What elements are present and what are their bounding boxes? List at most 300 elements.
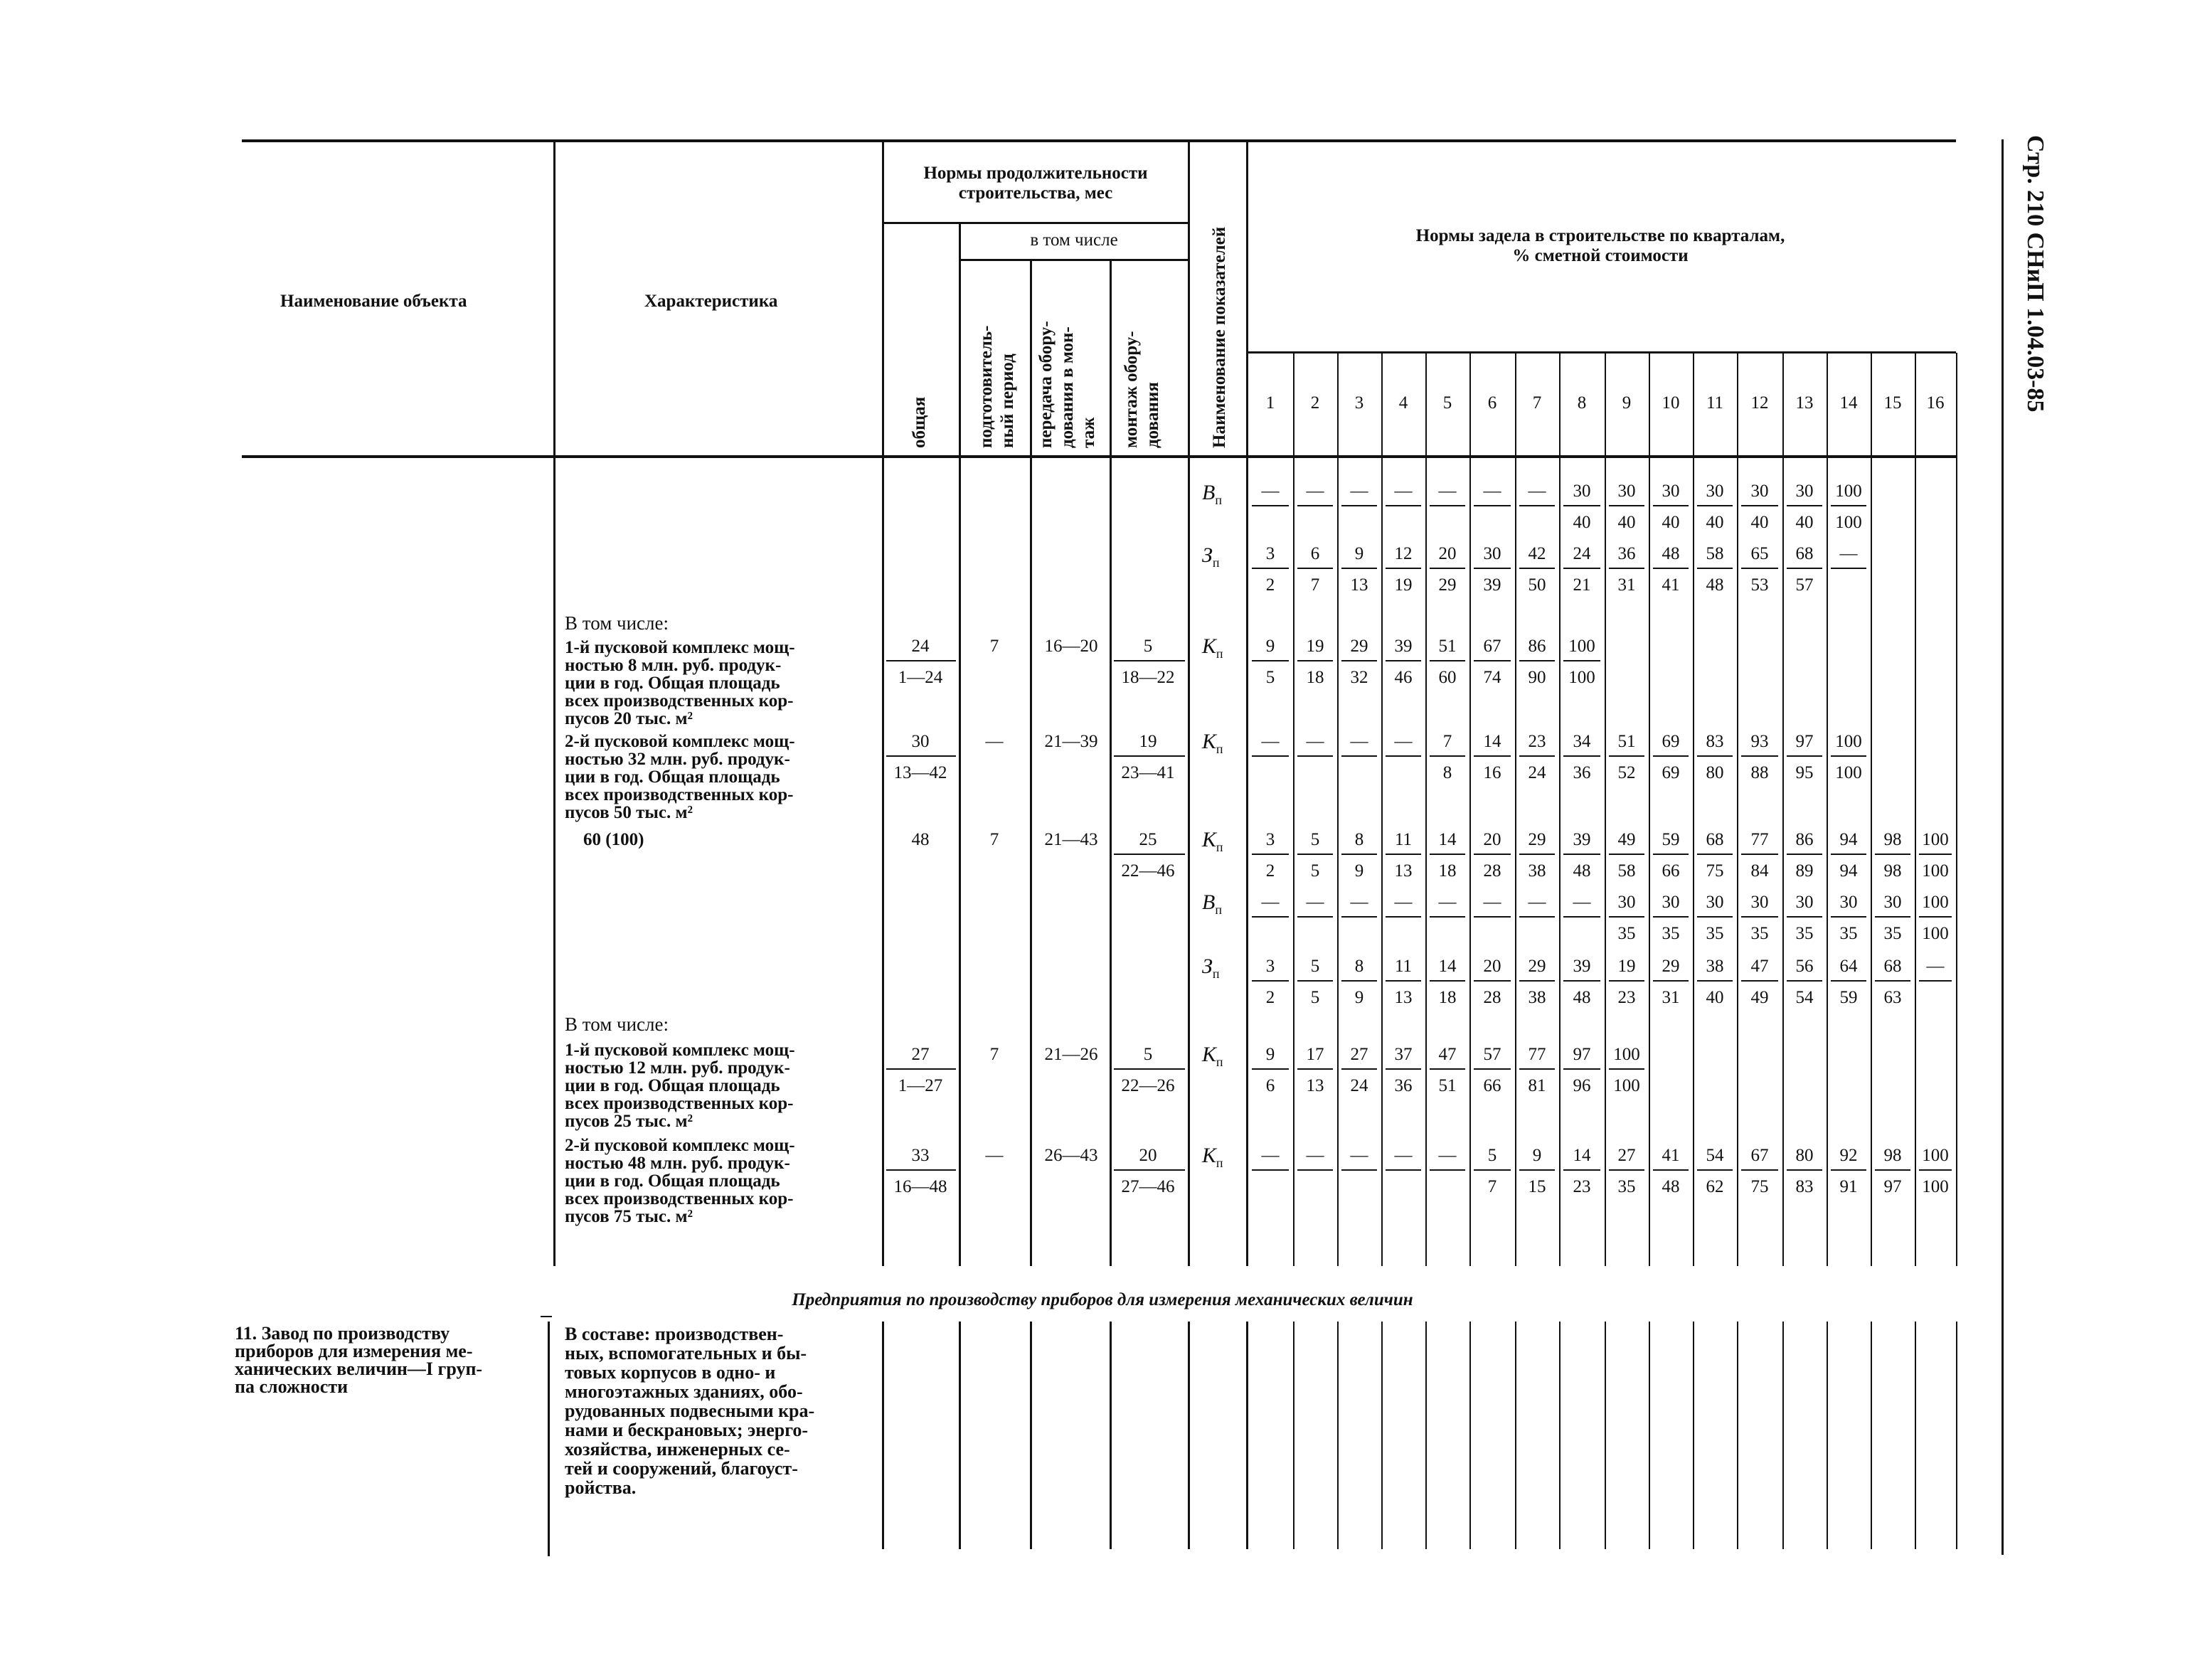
s1c1-top-q8: 100	[1568, 637, 1595, 656]
fraction-rule	[1519, 755, 1555, 757]
fraction-rule	[1609, 1068, 1644, 1070]
fraction-rule	[1563, 1169, 1600, 1171]
fraction-rule	[1252, 1068, 1289, 1070]
s2c1-kp-indicator: $К_п$	[1202, 1043, 1223, 1069]
s2c2-install-rule	[1114, 1169, 1185, 1171]
s2c1-bot-q1: 6	[1265, 1076, 1275, 1095]
s2-vp-top-q2: —	[1306, 893, 1324, 912]
s2-complex2-text: 2-й пусковой комплекс мощ- ностью 48 млн. руб. продук- ции в год. Общая площадь всех производственных кор- пусов 75 тыс. м²	[565, 1136, 795, 1226]
col-rule	[1188, 142, 1190, 1266]
s2c2-top-q5: —	[1438, 1146, 1457, 1165]
s2-kp-indicator-subscript: п	[1216, 840, 1223, 854]
s1c2-top-q14: 100	[1835, 732, 1862, 751]
s2-zp-indicator: $З_п$	[1202, 955, 1220, 981]
s2-zp-top-q2: 5	[1310, 957, 1320, 976]
fraction-rule	[1430, 1068, 1465, 1070]
s2-kp-top-q4: 11	[1394, 830, 1413, 849]
quarter-col-rule	[1956, 1322, 1957, 1549]
fraction-rule	[1519, 916, 1555, 918]
subheader-rule-2	[959, 259, 1188, 261]
s2c1-install-bot: 22—26	[1121, 1076, 1175, 1095]
fraction-rule	[1697, 1169, 1733, 1171]
s2c2-install-top: 20	[1139, 1146, 1157, 1165]
s2-zp-top-q1: 3	[1265, 957, 1275, 976]
s2c2-bot-q6: 7	[1487, 1177, 1497, 1196]
fraction-rule	[1341, 1068, 1377, 1070]
fraction-rule	[1252, 660, 1289, 661]
s2c1-bot-q8: 96	[1573, 1076, 1591, 1095]
s1c2-bot-q13: 95	[1795, 763, 1814, 782]
s2c1-bot-q2: 13	[1306, 1076, 1324, 1095]
header-equipment-install: монтаж обору- дования	[1122, 331, 1162, 448]
quarter-col-rule	[1337, 1322, 1339, 1549]
header-backlog-norms: Нормы задела в строительстве по кварталам, % сметной стоимости	[1415, 226, 1785, 265]
s1-zp-top-q11: 58	[1706, 544, 1724, 563]
item11-col-rule	[548, 1322, 550, 1556]
s2-zp-top-q6: 20	[1483, 957, 1501, 976]
s1-zp-indicator: $З_п$	[1202, 543, 1220, 570]
s2c2-bot-q13: 83	[1795, 1177, 1814, 1196]
s1-zp-top-q1: 3	[1265, 544, 1275, 563]
s1-zp-top-q14: —	[1839, 544, 1858, 563]
s1c2-total-bot: 13—42	[893, 763, 947, 782]
s2c2-total-top: 33	[911, 1146, 930, 1165]
quarter-col-rule	[1469, 1322, 1471, 1549]
fraction-rule	[1430, 916, 1465, 918]
s1-complex1-text: 1-й пусковой комплекс мощ- ностью 8 млн. руб. продук- ции в год. Общая площадь всех производственных кор- пусов 20 тыс. м²	[565, 638, 795, 728]
s2c1-top-q2: 17	[1306, 1045, 1324, 1064]
header-bottom-rule	[242, 455, 1956, 458]
s1-vp-top-q10: 30	[1662, 482, 1680, 501]
s1-including: В том числе:	[565, 612, 669, 634]
fraction-rule	[1386, 660, 1421, 661]
s2-kp-top-q7: 29	[1528, 830, 1546, 849]
quarter-header-1: 1	[1265, 393, 1275, 413]
s1-zp-bot-q13: 57	[1795, 575, 1814, 595]
s2-kp-bot-q16: 100	[1922, 861, 1949, 881]
s1-zp-bot-q10: 41	[1662, 575, 1680, 595]
item11-col-rule	[1246, 1322, 1248, 1549]
s2c2-prep: —	[985, 1146, 1004, 1165]
s2-vp-bot-q13: 35	[1795, 924, 1814, 943]
s2c2-top-q8: 14	[1573, 1146, 1591, 1165]
s1c1-total-bot: 1—24	[898, 668, 943, 687]
s2-kp-bot-q9: 58	[1617, 861, 1636, 881]
s1c2-top-q10: 69	[1662, 732, 1680, 751]
fraction-rule	[1252, 568, 1289, 569]
s1c1-bot-q3: 32	[1350, 668, 1368, 687]
s1c2-bot-q8: 36	[1573, 763, 1591, 782]
s1-vp-top-q12: 30	[1750, 482, 1769, 501]
s2c1-bot-q3: 24	[1350, 1076, 1368, 1095]
header-including: в том числе	[1030, 230, 1118, 250]
s2-install-bot: 22—46	[1121, 861, 1175, 881]
s1c2-top-q9: 51	[1617, 732, 1636, 751]
fraction-rule	[1341, 854, 1377, 855]
fraction-rule	[1430, 505, 1465, 506]
fraction-rule	[1697, 568, 1733, 569]
s2c2-top-q16: 100	[1922, 1146, 1949, 1165]
s1c2-top-q13: 97	[1795, 732, 1814, 751]
header-object-name: Наименование объекта	[280, 292, 467, 311]
s1-zp-top-q7: 42	[1528, 544, 1546, 563]
fraction-rule	[1875, 854, 1910, 855]
s2c1-total-bot: 1—27	[898, 1076, 943, 1095]
fraction-rule	[1875, 916, 1910, 918]
s1-zp-top-q12: 65	[1750, 544, 1769, 563]
s2c2-top-q13: 80	[1795, 1146, 1814, 1165]
quarter-header-6: 6	[1487, 393, 1497, 413]
fraction-rule	[1341, 660, 1377, 661]
s2-vp-indicator-subscript: п	[1215, 903, 1222, 917]
s2c2-bot-q12: 75	[1750, 1177, 1769, 1196]
s2-vp-bot-q11: 35	[1706, 924, 1724, 943]
fraction-rule	[1563, 980, 1600, 982]
s2c2-top-q9: 27	[1617, 1146, 1636, 1165]
s1-zp-bot-q5: 29	[1438, 575, 1457, 595]
s1c2-top-q8: 34	[1573, 732, 1591, 751]
fraction-rule	[1474, 854, 1511, 855]
quarter-col-rule	[1337, 353, 1339, 1266]
quarter-col-rule	[1605, 1322, 1606, 1549]
fraction-rule	[1252, 916, 1289, 918]
s1c2-prep: —	[985, 732, 1004, 751]
fraction-rule	[1653, 755, 1689, 757]
s1-zp-bot-q6: 39	[1483, 575, 1501, 595]
s1c2-install-bot: 23—41	[1121, 763, 1175, 782]
s2-zp-top-q14: 64	[1839, 957, 1858, 976]
quarter-header-16: 16	[1926, 393, 1945, 413]
s1-vp-top-q5: —	[1438, 482, 1457, 501]
quarter-header-10: 10	[1662, 393, 1680, 413]
fraction-rule	[1831, 755, 1866, 757]
s1c1-prep: 7	[989, 637, 999, 656]
fraction-rule	[1831, 505, 1866, 506]
quarter-header-2: 2	[1310, 393, 1320, 413]
quarter-col-rule	[1737, 353, 1738, 1266]
s2-kp-top-q1: 3	[1265, 830, 1275, 849]
s1c1-top-q1: 9	[1265, 637, 1275, 656]
s2-kp-bot-q13: 89	[1795, 861, 1814, 881]
s1c2-bot-q9: 52	[1617, 763, 1636, 782]
s1-complex2-text: 2-й пусковой комплекс мощ- ностью 32 млн. руб. продук- ции в год. Общая площадь всех производственных кор- пусов 50 тыс. м²	[565, 732, 795, 822]
quarter-header-14: 14	[1839, 393, 1858, 413]
s1c2-top-q11: 83	[1706, 732, 1724, 751]
s2-vp-top-q11: 30	[1706, 893, 1724, 912]
quarter-col-rule	[1559, 353, 1561, 1266]
quarter-col-rule	[1871, 353, 1872, 1266]
s2-install-top: 25	[1139, 830, 1157, 849]
s1-zp-top-q8: 24	[1573, 544, 1591, 563]
fraction-rule	[1341, 755, 1377, 757]
s2c1-top-q8: 97	[1573, 1045, 1591, 1064]
s2-prep: 7	[989, 830, 999, 849]
s2c1-top-q3: 27	[1350, 1045, 1368, 1064]
s1-zp-bot-q1: 2	[1265, 575, 1275, 595]
item11-col-rule	[1110, 1322, 1112, 1549]
s1c1-top-q6: 67	[1483, 637, 1501, 656]
quarter-header-13: 13	[1795, 393, 1814, 413]
header-characteristic: Характеристика	[644, 292, 778, 311]
s2-zp-bot-q3: 9	[1354, 988, 1364, 1007]
item11-col-rule	[959, 1322, 961, 1549]
s2-zp-indicator-subscript: п	[1212, 967, 1220, 981]
s1c1-bot-q1: 5	[1265, 668, 1275, 687]
fraction-rule	[1919, 854, 1952, 855]
fraction-rule	[1297, 1068, 1333, 1070]
fraction-rule	[1386, 505, 1421, 506]
s1-vp-top-q14: 100	[1835, 482, 1862, 501]
fraction-rule	[1252, 980, 1289, 982]
s2-vp-top-q14: 30	[1839, 893, 1858, 912]
s1-vp-top-q2: —	[1306, 482, 1324, 501]
s1c2-install-top: 19	[1139, 732, 1157, 751]
s2c1-bot-q6: 66	[1483, 1076, 1501, 1095]
fraction-rule	[1474, 755, 1511, 757]
s2c2-total-rule	[886, 1169, 956, 1171]
s2-zp-top-q11: 38	[1706, 957, 1724, 976]
s2-zp-bot-q14: 59	[1839, 988, 1858, 1007]
fraction-rule	[1697, 854, 1733, 855]
quarter-header-7: 7	[1532, 393, 1542, 413]
fraction-rule	[1697, 980, 1733, 982]
s2-kp-bot-q8: 48	[1573, 861, 1591, 881]
fraction-rule	[1519, 854, 1555, 855]
table-top-rule	[242, 139, 1956, 142]
s2c2-total-bot: 16—48	[893, 1177, 947, 1196]
s2-transfer: 21—43	[1044, 830, 1098, 849]
s2-zp-bot-q8: 48	[1573, 988, 1591, 1007]
col-rule	[553, 142, 555, 1266]
fraction-rule	[1430, 1169, 1465, 1171]
item11-rule	[541, 1316, 552, 1317]
fraction-rule	[1386, 568, 1421, 569]
s2-kp-top-q16: 100	[1922, 830, 1949, 849]
s1c2-kp-indicator: $К_п$	[1202, 730, 1223, 756]
col-rule	[959, 223, 961, 1266]
fraction-rule	[1474, 1169, 1511, 1171]
s1-vp-bot-q8: 40	[1573, 513, 1591, 532]
fraction-rule	[1741, 755, 1778, 757]
quarter-col-rule	[1693, 353, 1694, 1266]
s2-vp-top-q13: 30	[1795, 893, 1814, 912]
s1c2-total-rule	[886, 755, 956, 757]
s2-zp-bot-q1: 2	[1265, 988, 1275, 1007]
fraction-rule	[1386, 980, 1421, 982]
s1-zp-bot-q3: 13	[1350, 575, 1368, 595]
s1-zp-top-q6: 30	[1483, 544, 1501, 563]
s2-vp-bot-q9: 35	[1617, 924, 1636, 943]
s1c2-bot-q12: 88	[1750, 763, 1769, 782]
header-equipment-transfer: передача обору- дования в мон- таж	[1036, 321, 1098, 448]
fraction-rule	[1297, 980, 1333, 982]
s1c2-bot-q5: 8	[1442, 763, 1452, 782]
s2-kp-top-q11: 68	[1706, 830, 1724, 849]
s1c1-kp-indicator: $К_п$	[1202, 634, 1223, 661]
quarter-col-rule	[1559, 1322, 1561, 1549]
fraction-rule	[1563, 505, 1600, 506]
s2c2-kp-indicator: $К_п$	[1202, 1144, 1223, 1170]
fraction-rule	[1653, 568, 1689, 569]
s2-label: 60 (100)	[583, 830, 644, 849]
quarter-header-11: 11	[1706, 393, 1724, 413]
s2-vp-bot-q16: 100	[1922, 924, 1949, 943]
s1c1-top-q7: 86	[1528, 637, 1546, 656]
fraction-rule	[1474, 980, 1511, 982]
fraction-rule	[1430, 755, 1465, 757]
fraction-rule	[1297, 568, 1333, 569]
s2c1-transfer: 21—26	[1044, 1045, 1098, 1064]
s2c2-top-q6: 5	[1487, 1146, 1497, 1165]
fraction-rule	[1386, 755, 1421, 757]
fraction-rule	[1297, 755, 1333, 757]
s2-kp-top-q8: 39	[1573, 830, 1591, 849]
s1c1-bot-q7: 90	[1528, 668, 1546, 687]
s1c2-top-q5: 7	[1442, 732, 1452, 751]
fraction-rule	[1653, 505, 1689, 506]
s1c1-install-rule	[1114, 660, 1185, 661]
fraction-rule	[1252, 854, 1289, 855]
fraction-rule	[1609, 568, 1644, 569]
fraction-rule	[1252, 505, 1289, 506]
s2-vp-indicator: $В_п$	[1202, 890, 1222, 917]
s1-zp-top-q2: 6	[1310, 544, 1320, 563]
s2c1-bot-q7: 81	[1528, 1076, 1546, 1095]
s1-vp-top-q9: 30	[1617, 482, 1636, 501]
fraction-rule	[1252, 1169, 1289, 1171]
s1c1-bot-q2: 18	[1306, 668, 1324, 687]
s2-kp-bot-q3: 9	[1354, 861, 1364, 881]
s2-zp-bot-q6: 28	[1483, 988, 1501, 1007]
s2-zp-top-q12: 47	[1750, 957, 1769, 976]
fraction-rule	[1297, 1169, 1333, 1171]
fraction-rule	[1831, 980, 1866, 982]
s2c2-bot-q15: 97	[1883, 1177, 1902, 1196]
s1-vp-bot-q10: 40	[1662, 513, 1680, 532]
quarter-header-15: 15	[1883, 393, 1902, 413]
s1c2-bot-q10: 69	[1662, 763, 1680, 782]
s2c2-top-q14: 92	[1839, 1146, 1858, 1165]
s2c1-total-rule	[886, 1068, 956, 1070]
s2-zp-top-q13: 56	[1795, 957, 1814, 976]
s1c1-top-q4: 39	[1394, 637, 1413, 656]
col-rule	[1110, 260, 1112, 1266]
s2c2-top-q7: 9	[1532, 1146, 1542, 1165]
s2-kp-bot-q10: 66	[1662, 861, 1680, 881]
s2c2-bot-q9: 35	[1617, 1177, 1636, 1196]
s2-kp-bot-q14: 94	[1839, 861, 1858, 881]
s1c1-kp-indicator-subscript: п	[1216, 647, 1223, 661]
item11-col-rule	[882, 1322, 884, 1549]
fraction-rule	[1386, 916, 1421, 918]
quarter-col-rule	[1737, 1322, 1738, 1549]
fraction-rule	[1297, 916, 1333, 918]
fraction-rule	[1519, 505, 1555, 506]
fraction-rule	[1787, 854, 1822, 855]
s1c2-top-q1: —	[1261, 732, 1280, 751]
s2-zp-top-q7: 29	[1528, 957, 1546, 976]
s2-kp-bot-q6: 28	[1483, 861, 1501, 881]
s1c1-top-q2: 19	[1306, 637, 1324, 656]
quarter-col-rule	[1827, 1322, 1828, 1549]
fraction-rule	[1609, 916, 1644, 918]
s2-zp-bot-q13: 54	[1795, 988, 1814, 1007]
s1c2-top-q7: 23	[1528, 732, 1546, 751]
s2c1-top-q5: 47	[1438, 1045, 1457, 1064]
fraction-rule	[1341, 980, 1377, 982]
s1-vp-top-q3: —	[1350, 482, 1368, 501]
fraction-rule	[1787, 505, 1822, 506]
s2-zp-bot-q9: 23	[1617, 988, 1636, 1007]
fraction-rule	[1474, 660, 1511, 661]
s2-complex1-text: 1-й пусковой комплекс мощ- ностью 12 млн. руб. продук- ции в год. Общая площадь всех производственных кор- пусов 25 тыс. м²	[565, 1041, 795, 1131]
fraction-rule	[1563, 660, 1600, 661]
s1-zp-top-q10: 48	[1662, 544, 1680, 563]
s2-vp-top-q8: —	[1573, 893, 1591, 912]
fraction-rule	[1787, 916, 1822, 918]
s1-zp-top-q13: 68	[1795, 544, 1814, 563]
quarter-col-rule	[1425, 1322, 1427, 1549]
s2-vp-top-q10: 30	[1662, 893, 1680, 912]
s2-vp-top-q16: 100	[1922, 893, 1949, 912]
page-header: Стр. 210 СНиП 1.04.03-85	[2022, 135, 2048, 413]
section-caption: Предприятия по производству приборов для измерения механических величин	[792, 1290, 1413, 1309]
s2c2-top-q1: —	[1261, 1146, 1280, 1165]
s2-kp-indicator: $К_п$	[1202, 828, 1223, 854]
s2-including: В том числе:	[565, 1014, 669, 1035]
fraction-rule	[1787, 755, 1822, 757]
s2c2-bot-q7: 15	[1528, 1177, 1546, 1196]
fraction-rule	[1341, 916, 1377, 918]
s2-kp-top-q15: 98	[1883, 830, 1902, 849]
s1c1-total-top: 24	[911, 637, 930, 656]
s1-zp-bot-q12: 53	[1750, 575, 1769, 595]
quarter-header-4: 4	[1398, 393, 1408, 413]
fraction-rule	[1875, 1169, 1910, 1171]
fraction-rule	[1341, 505, 1377, 506]
s1-vp-top-q11: 30	[1706, 482, 1724, 501]
s1c2-kp-indicator-subscript: п	[1216, 742, 1223, 756]
quarter-col-rule	[1693, 1322, 1694, 1549]
s2-kp-top-q9: 49	[1617, 830, 1636, 849]
fraction-rule	[1474, 568, 1511, 569]
s1c2-transfer: 21—39	[1044, 732, 1098, 751]
s2-zp-bot-q11: 40	[1706, 988, 1724, 1007]
quarter-header-9: 9	[1622, 393, 1632, 413]
s1-vp-top-q1: —	[1261, 482, 1280, 501]
s2-zp-bot-q15: 63	[1883, 988, 1902, 1007]
s2-vp-top-q15: 30	[1883, 893, 1902, 912]
s2c2-bot-q11: 62	[1706, 1177, 1724, 1196]
s2-install-rule	[1114, 854, 1185, 855]
s1-zp-bot-q7: 50	[1528, 575, 1546, 595]
quarter-header-3: 3	[1354, 393, 1364, 413]
quarter-col-rule	[1649, 353, 1650, 1266]
page-right-rule	[2001, 139, 2004, 1555]
s2-vp-top-q6: —	[1483, 893, 1501, 912]
s1c1-total-rule	[886, 660, 956, 661]
s1c1-bot-q6: 74	[1483, 668, 1501, 687]
s2c1-total-top: 27	[911, 1045, 930, 1064]
fraction-rule	[1609, 1169, 1644, 1171]
s1-zp-bot-q2: 7	[1310, 575, 1320, 595]
s1c2-bot-q7: 24	[1528, 763, 1546, 782]
quarter-col-rule	[1293, 1322, 1294, 1549]
s1c1-top-q5: 51	[1438, 637, 1457, 656]
s1c2-bot-q14: 100	[1835, 763, 1862, 782]
s2-vp-top-q1: —	[1261, 893, 1280, 912]
s1-zp-indicator-subscript: п	[1212, 555, 1220, 570]
